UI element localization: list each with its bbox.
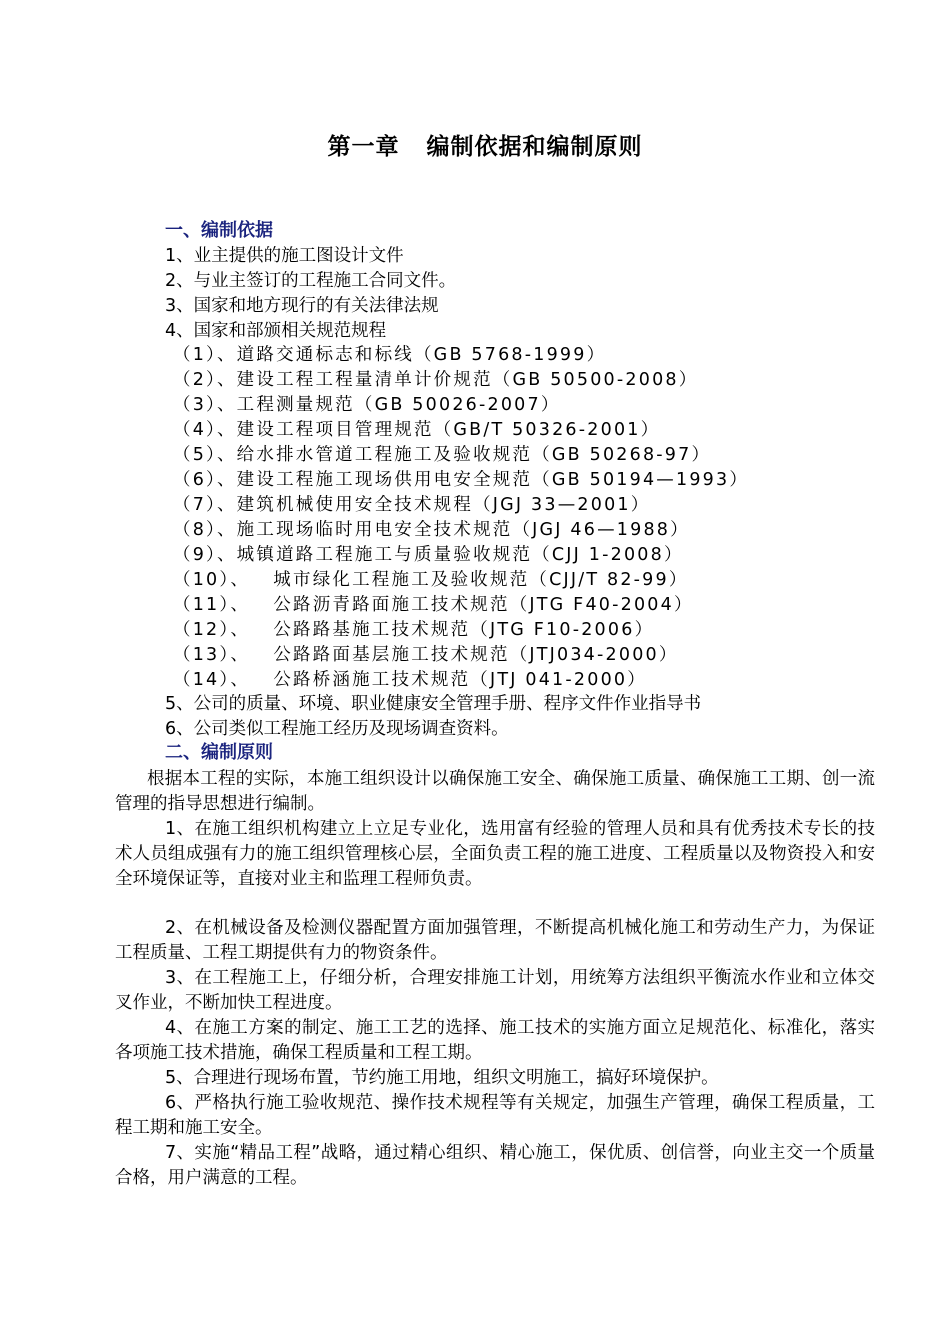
standard-item: （14）、 公路桥涵施工技术规范（JTJ 041-2000）: [173, 670, 647, 690]
standard-item: （8）、施工现场临时用电安全技术规范（JGJ 46—1988）: [173, 520, 690, 540]
basis-item: 4、国家和部颁相关规范规程: [165, 321, 387, 341]
principle-paragraph: 4、在施工方案的制定、施工工艺的选择、施工技术的实施方面立足规范化、标准化，落实各项施工技术措施，确保工程质量和工程工期。: [115, 1018, 875, 1063]
principle-paragraph: 2、在机械设备及检测仪器配置方面加强管理，不断提高机械化施工和劳动生产力，为保证工程质量、工程工期提供有力的物资条件。: [115, 918, 875, 963]
basis-item: 6、公司类似工程施工经历及现场调查资料。: [165, 719, 509, 739]
standard-item: （11）、 公路沥青路面施工技术规范（JTG F40-2004）: [173, 595, 694, 615]
standard-item: （2）、建设工程工程量清单计价规范（GB 50500-2008）: [173, 370, 699, 390]
standard-item: （5）、给水排水管道工程施工及验收规范（GB 50268-97）: [173, 445, 712, 465]
principle-paragraph: 5、合理进行现场布置，节约施工用地，组织文明施工，搞好环境保护。: [165, 1068, 719, 1088]
principle-paragraph: 7、实施“精品工程”战略，通过精心组织、精心施工，保优质、创信誉，向业主交一个质量合格，用户满意的工程。: [115, 1143, 875, 1188]
standard-item: （13）、 公路路面基层施工技术规范（JTJ034-2000）: [173, 645, 679, 665]
standard-item: （9）、城镇道路工程施工与质量验收规范（CJJ 1-2008）: [173, 545, 684, 565]
standard-item: （1）、道路交通标志和标线（GB 5768-1999）: [173, 345, 607, 365]
principle-paragraph: 根据本工程的实际，本施工组织设计以确保施工安全、确保施工质量、确保施工工期、创一流管理的指导思想进行编制。: [115, 769, 875, 814]
section-heading-principles: 二、编制原则: [165, 742, 273, 763]
principle-paragraph: 3、在工程施工上，仔细分析，合理安排施工计划，用统筹方法组织平衡流水作业和立体交叉作业，不断加快工程进度。: [115, 968, 875, 1013]
standard-item: （7）、建筑机械使用安全技术规程（JGJ 33—2001）: [173, 495, 651, 515]
section-heading-basis: 一、编制依据: [165, 220, 273, 241]
standard-item: （4）、建设工程项目管理规范（GB/T 50326-2001）: [173, 420, 661, 440]
basis-item: 5、公司的质量、环境、职业健康安全管理手册、程序文件作业指导书: [165, 694, 702, 714]
basis-item: 1、业主提供的施工图设计文件: [165, 246, 404, 266]
standard-item: （6）、建设工程施工现场供用电安全规范（GB 50194—1993）: [173, 470, 750, 490]
chapter-title: 第一章 编制依据和编制原则: [327, 133, 643, 160]
principle-paragraph: 1、在施工组织机构建立上立足专业化，选用富有经验的管理人员和具有优秀技术专长的技术人员组成强有力的施工组织管理核心层，全面负责工程的施工进度、工程质量以及物资投入和安全环境保证等，直接对业主和监理工程师负责。: [115, 819, 875, 889]
basis-item: 3、国家和地方现行的有关法律法规: [165, 296, 439, 316]
basis-item: 2、与业主签订的工程施工合同文件。: [165, 271, 457, 291]
principle-paragraph: 6、严格执行施工验收规范、操作技术规程等有关规定，加强生产管理，确保工程质量，工程工期和施工安全。: [115, 1093, 875, 1138]
standard-item: （12）、 公路路基施工技术规范（JTG F10-2006）: [173, 620, 655, 640]
standard-item: （3）、工程测量规范（GB 50026-2007）: [173, 395, 561, 415]
standard-item: （10）、 城市绿化工程施工及验收规范（CJJ/T 82-99）: [173, 570, 689, 590]
